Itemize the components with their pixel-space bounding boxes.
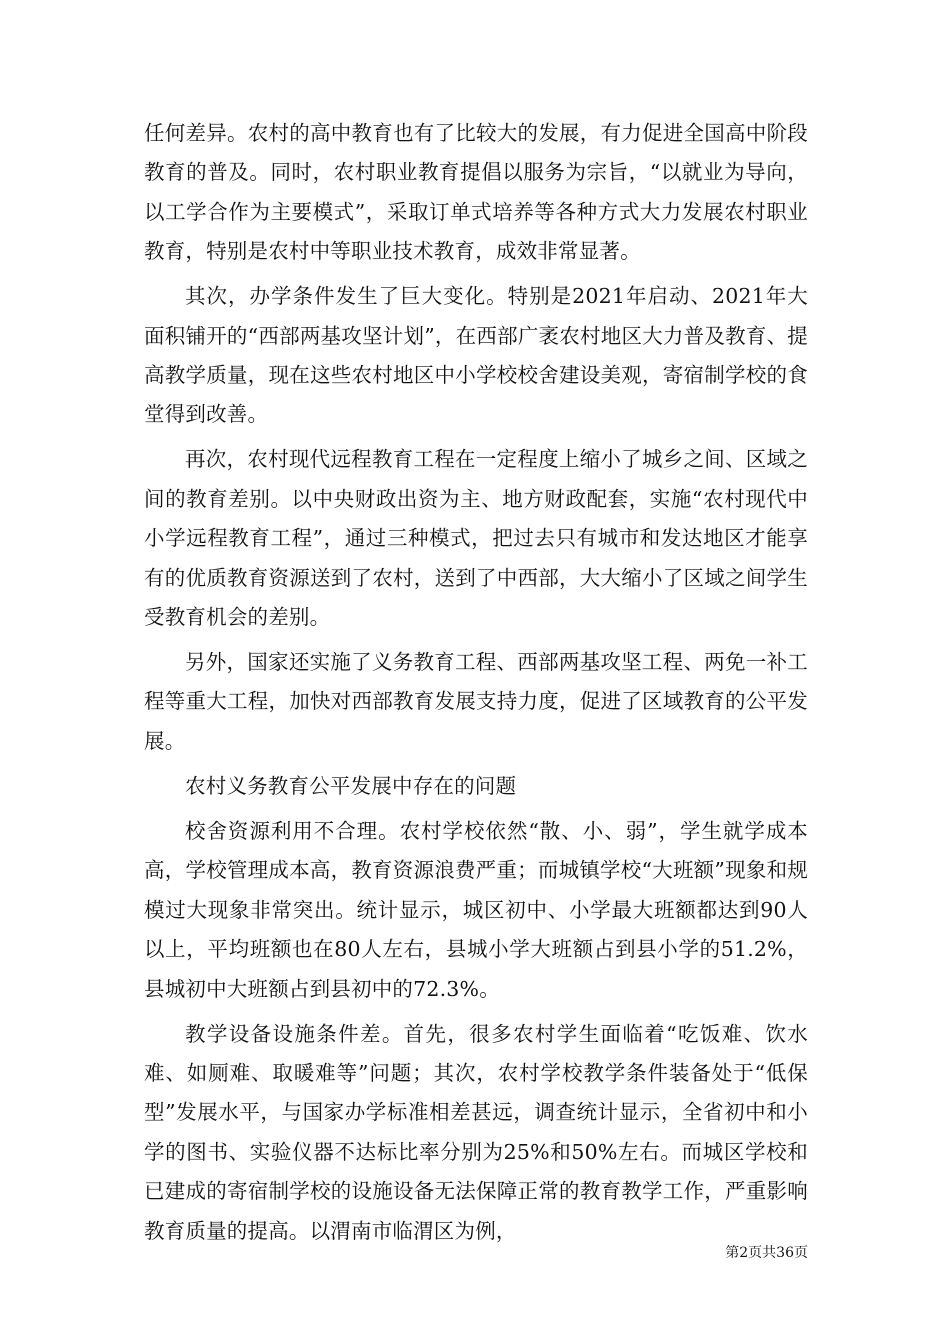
paragraph-major-projects: 另外，国家还实施了义务教育工程、西部两基攻坚工程、两免一补工程等重大工程，加快对西部教育发展支持力度，促进了区域教育的公平发展。 bbox=[144, 650, 808, 753]
paragraph-school-resources: 校舍资源利用不合理。农村学校依然“散、小、弱”，学生就学成本高，学校管理成本高，教育资源浪费严重；而城镇学校“大班额”现象和规模过大现象非常突出。统计显示，城区初中、小学最大班额都达到90人以上，平均班额也在80人左右，县城小学大班额占到县小学的51.2%，县城初中大班额占到县初中的72.3%。 bbox=[144, 818, 808, 1001]
section-heading-problems: 农村义务教育公平发展中存在的问题 bbox=[185, 773, 517, 798]
paragraph-facilities: 教学设备设施条件差。首先，很多农村学生面临着“吃饭难、饮水难、如厕难、取暖难等”问题；其次，农村学校教学条件装备处于“低保型”发展水平，与国家办学标准相差甚远，调查统计显示，全省初中和小学的图书、实验仪器不达标比率分别为25%和50%左右。而城区学校和已建成的寄宿制学校的设施设备无法保障正常的教育教学工作，严重影响教育质量的提高。以渭南市临渭区为例， bbox=[144, 1021, 808, 1243]
paragraph-remote-education: 再次，农村现代远程教育工程在一定程度上缩小了城乡之间、区域之间的教育差别。以中央财政出资为主、地方财政配套，实施“农村现代中小学远程教育工程”，通过三种模式，把过去只有城市和发达地区才能享有的优质教育资源送到了农村，送到了中西部，大大缩小了区域之间学生受教育机会的差别。 bbox=[144, 447, 808, 630]
paragraph-conditions: 其次，办学条件发生了巨大变化。特别是2021年启动、2021年大面积铺开的“西部两基攻坚计划”，在西部广袤农村地区大力普及教育、提高教学质量，现在这些农村地区中小学校校舍建设美观，寄宿制学校的食堂得到改善。 bbox=[144, 284, 808, 427]
document-body bbox=[144, 114, 808, 1251]
paragraph-continued: 任何差异。农村的高中教育也有了比较大的发展，有力促进全国高中阶段教育的普及。同时，农村职业教育提倡以服务为宗旨，“以就业为导向，以工学合作为主要模式”，采取订单式培养等各种方式大力发展农村职业教育，特别是农村中等职业技术教育，成效非常显著。 bbox=[144, 121, 808, 264]
page-number: 第2页共36页 bbox=[725, 1245, 808, 1261]
